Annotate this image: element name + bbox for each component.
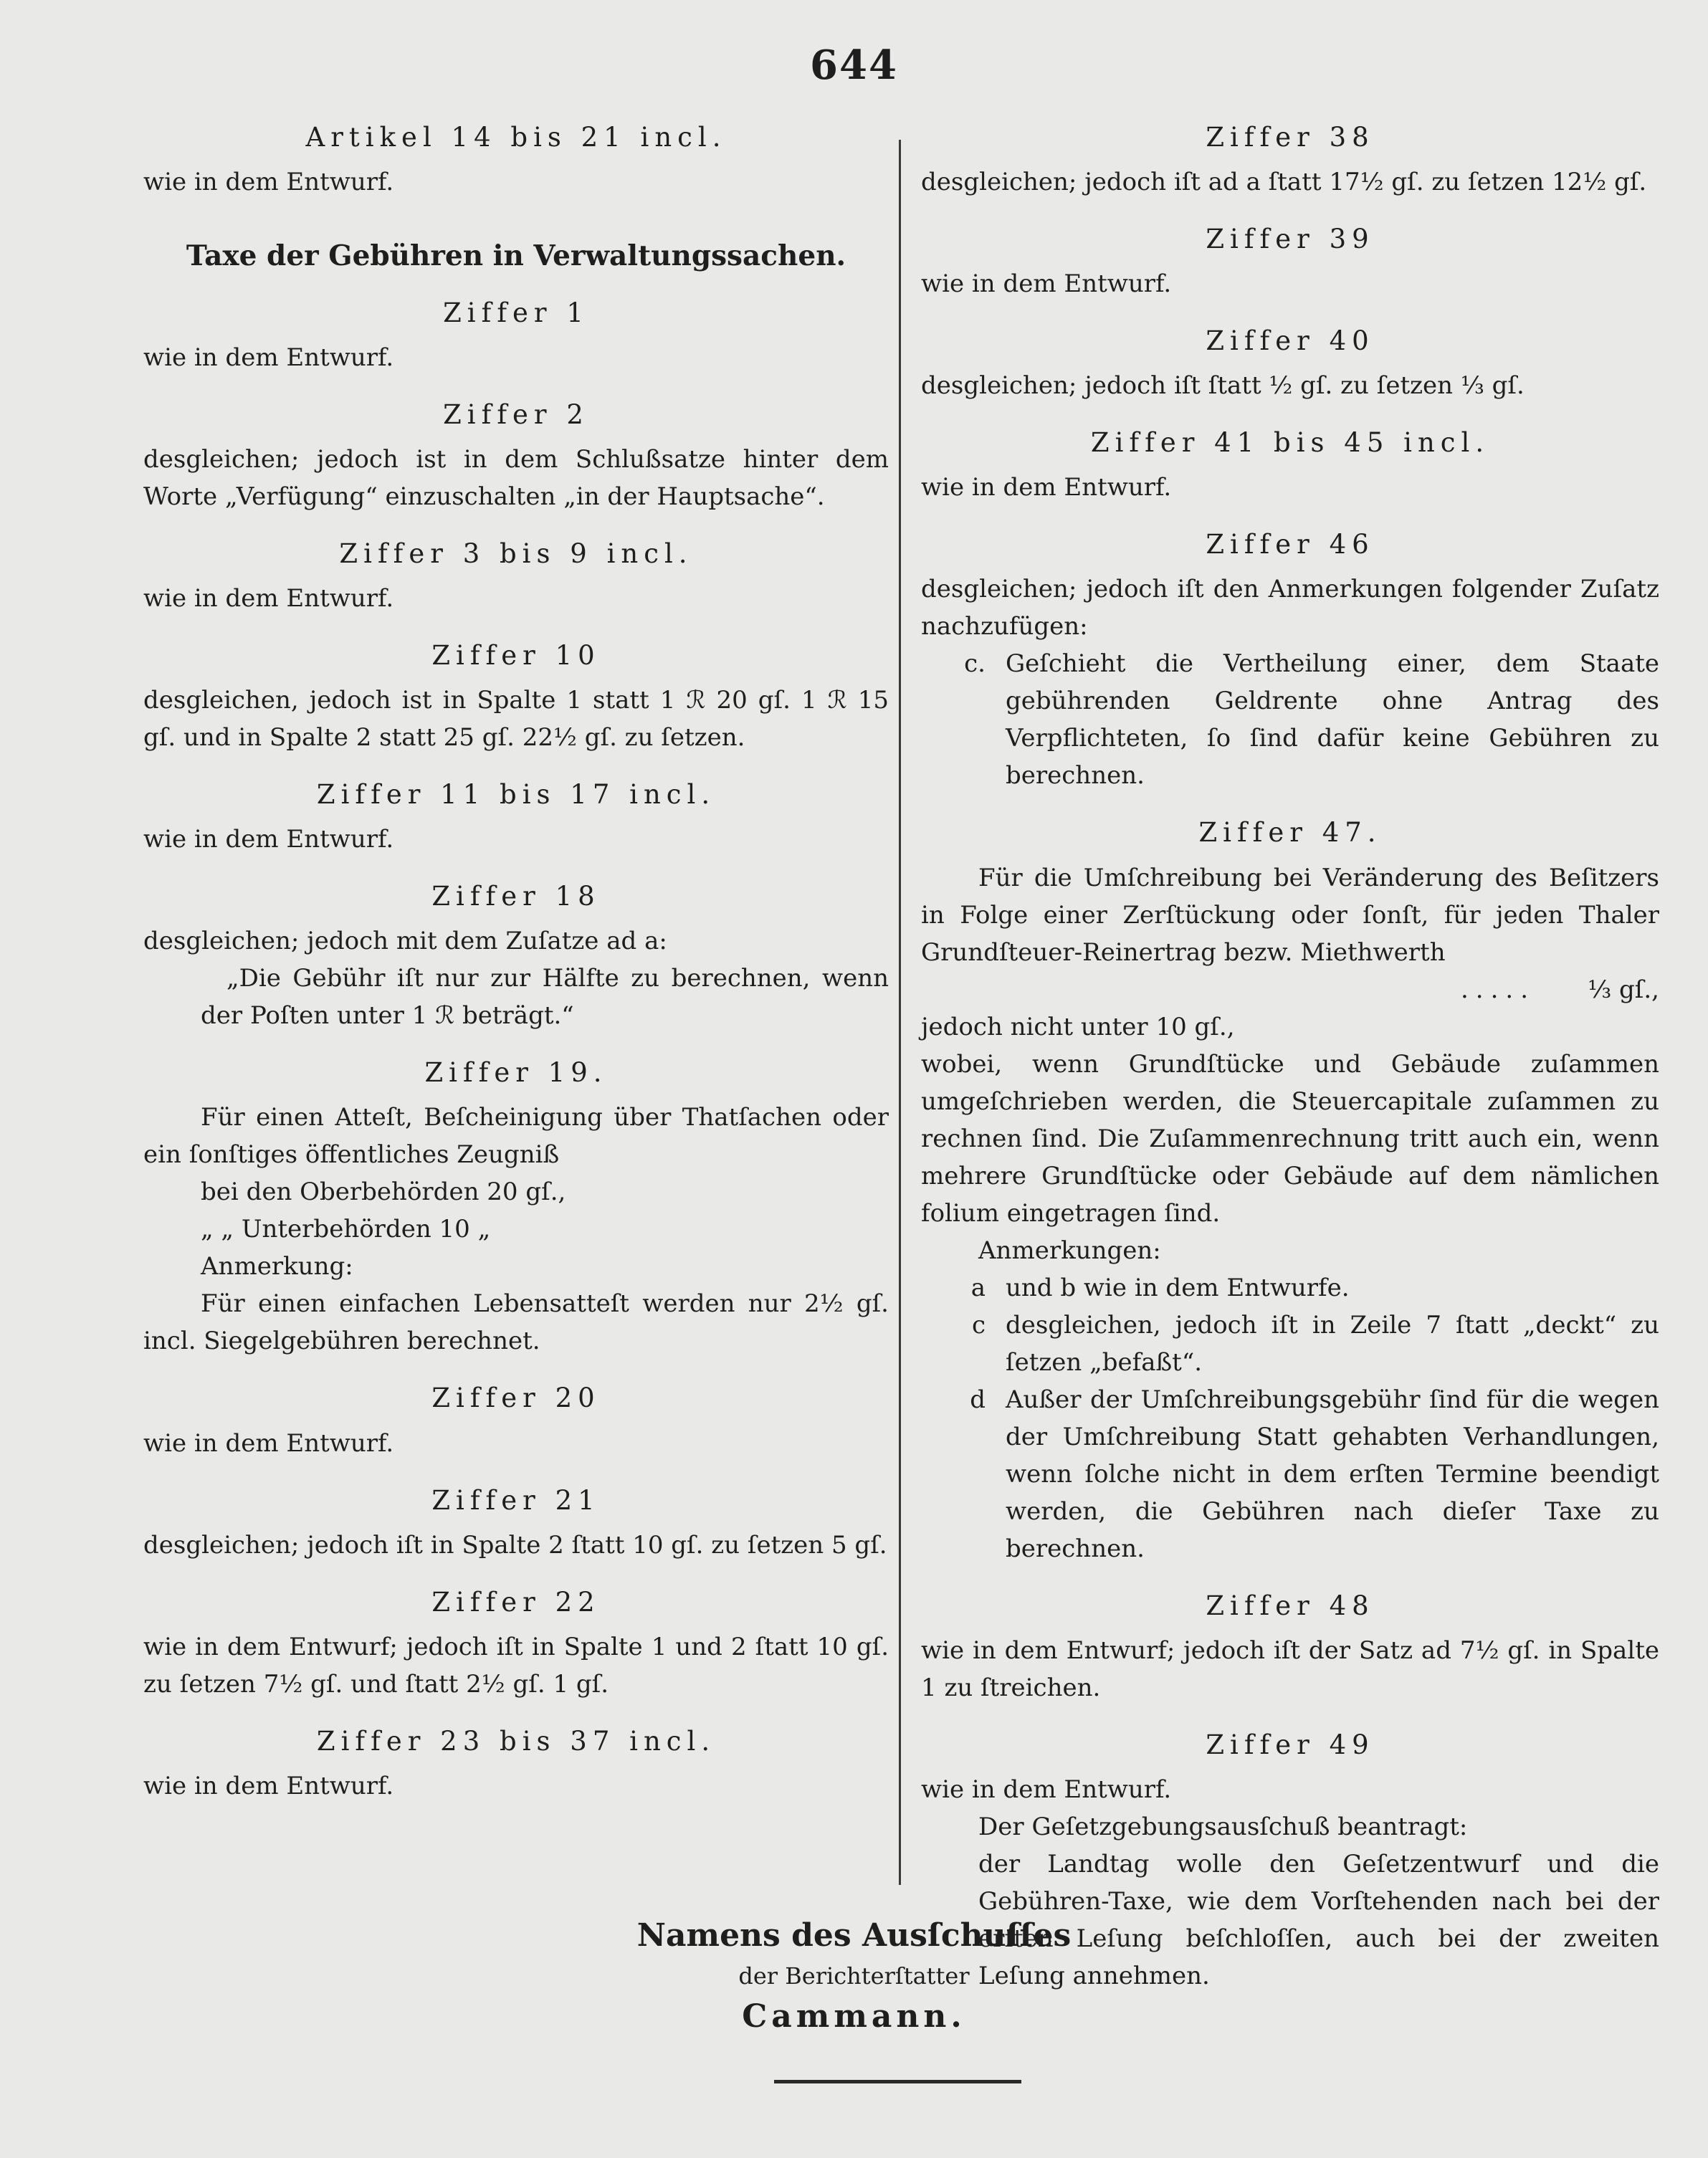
fee-line-oberbehoerden: bei den Oberbehörden 20 gſ., [201,1178,566,1207]
page-number: 644 [810,42,898,89]
section-heading-41: Ziffer 41 bis 45 incl. [1090,427,1490,459]
notes-label-47: Anmerkungen: [978,1236,1161,1265]
note-label-19: Anmerkung: [201,1252,353,1281]
section-text-22: wie in dem Entwurf; jedoch iſt in Spalte 1 und 2 ſtatt 10 gſ. zu ſetzen 7½ gſ. und ſtatt 2½ gſ. 1 gſ. [143,1632,889,1699]
section-text-1: wie in dem Entwurf. [143,343,394,372]
section-text-18: desgleichen; jedoch mit dem Zuſatze ad a: [143,927,667,956]
signature-block [0,1914,1708,2038]
section-text-2: desgleichen; jedoch ist in dem Schlußsatze hinter dem Worte „Verfügung“ einzuschalten „in der Hauptsache“. [143,444,889,511]
committee-line: Namens des Ausſchuſſes [636,1917,1072,1954]
list-item [921,1269,1659,1307]
section-text-46: desgleichen; jedoch iſt den Anmerkungen folgender Zuſatz nachzufügen: [921,575,1659,641]
section-text-49: wie in dem Entwurf. [921,1775,1172,1804]
section-heading-11: Ziffer 11 bis 17 incl. [316,779,716,811]
section-text-47c: wobei, wenn Grundſtücke und Gebäude zuſammen umgeſchrieben werden, die Steuercapitale zuſammen zu rechnen ſind. Die Zuſammenrechnung tritt auch ein, wenn mehrere Grundſtücke oder Gebäude auf dem nämlichen folium eingetragen ſind. [921,1049,1659,1228]
column-divider [899,140,901,1885]
right-column [921,120,1659,1995]
section-text-19: Für einen Atteſt, Beſcheinigung über Thatſachen oder ein ſonſtiges öffentliches Zeugniß [143,1103,889,1170]
section-heading-49: Ziffer 49 [1206,1729,1375,1760]
list-item [921,1307,1659,1381]
section-text-47: Für die Umſchreibung bei Veränderung des Beſitzers in Folge einer Zerſtückung oder ſonſt, für jeden Thaler Grundſteuer-Reinertrag bezw. Miethwerth [921,863,1659,967]
item-label: d [970,1385,986,1414]
section-heading-46: Ziffer 46 [1206,529,1375,560]
article-heading: Artikel 14 bis 21 incl. [305,122,727,153]
section-text-39: wie in dem Entwurf. [921,269,1172,299]
section-text-38: desgleichen; jedoch iſt ad a ſtatt 17½ gſ. zu ſetzen 12½ gſ. [921,168,1647,197]
item-text: Außer der Umſchreibungsgebühr ſind für die wegen der Umſchreibung Statt gehabten Verhandlungen, wenn ſolche nicht in dem erſten Termine beendigt werden, die Gebühren nach dieſer Taxe zu berechnen. [1006,1385,1659,1563]
rapporteur-line: der Berichterſtatter [738,1962,970,1990]
section-heading-39: Ziffer 39 [1206,224,1375,255]
section-heading-48: Ziffer 48 [1206,1590,1375,1621]
section-text-48: wie in dem Entwurf; jedoch iſt der Satz ad 7½ gſ. in Spalte 1 zu ſtreichen. [921,1636,1659,1702]
rapporteur-name: Cammann. [742,1997,966,2035]
section-heading-23: Ziffer 23 bis 37 incl. [316,1725,716,1757]
motion-text: der Landtag wolle den Geſetzentwurf und die Gebühren-Taxe, wie dem Vorſtehenden nach bei der erſten Leſung beſchloſſen, auch bei der zweiten Leſung annehmen. [978,1849,1659,1990]
section-text-10: desgleichen, jedoch ist in Spalte 1 statt 1 ℛ 20 gſ. 1 ℛ 15 gſ. und in Spalte 2 statt 25 gſ. 22½ gſ. zu ſetzen. [143,686,889,753]
item-label: c. [964,649,986,679]
note-text-19: Für einen einfachen Lebensatteſt werden nur 2½ gſ. incl. Siegelgebühren berechnet. [143,1289,889,1356]
section-text-23: wie in dem Entwurf. [143,1771,394,1800]
section-heading-38: Ziffer 38 [1206,122,1375,153]
motion-label: Der Geſetzgebungsausſchuß beantragt: [978,1812,1468,1841]
section-quote-18: „Die Gebühr iſt nur zur Hälfte zu berechnen, wenn der Poſten unter 1 ℛ beträgt.“ [201,964,889,1031]
section-text-11: wie in dem Entwurf. [143,825,394,854]
fee-line-text [921,971,1416,1008]
section-text-21: desgleichen; jedoch iſt in Spalte 2 ſtatt 10 gſ. zu ſetzen 5 gſ. [143,1530,887,1560]
fee-line-47 [921,971,1659,1008]
item-label: a [970,1273,986,1302]
section-heading-2: Ziffer 2 [443,398,589,430]
section-text-47b: jedoch nicht unter 10 gſ., [921,1012,1235,1041]
fee-value: ⅓ gſ., [1588,975,1659,1004]
section-heading-22: Ziffer 22 [431,1586,601,1618]
section-heading-47: Ziffer 47. [1198,817,1382,849]
list-item [921,1381,1659,1567]
item-text: Geſchieht die Vertheilung einer, dem Staate gebührenden Geldrente ohne Antrag des Verpflichteten, ſo ſind dafür keine Gebühren zu berechnen. [1006,649,1659,791]
section-heading-40: Ziffer 40 [1206,325,1375,357]
section-heading-20: Ziffer 20 [431,1383,601,1414]
section-heading-1: Ziffer 1 [443,297,589,328]
section-heading-3: Ziffer 3 bis 9 incl. [339,538,693,569]
item-label: c [971,1310,986,1340]
section-text-40: desgleichen; jedoch iſt ſtatt ½ gſ. zu ſetzen ⅓ gſ. [921,371,1525,401]
section-text-41: wie in dem Entwurf. [921,473,1172,502]
fee-line-unterbehoerden: „ „ Unterbehörden 10 „ [201,1215,491,1244]
article-text: wie in dem Entwurf. [143,168,394,197]
footer-rule [774,2080,1021,2083]
section-text-3: wie in dem Entwurf. [143,584,394,613]
item-text: und b wie in dem Entwurfe. [1006,1273,1350,1302]
section-heading-21: Ziffer 21 [431,1484,601,1516]
section-heading-18: Ziffer 18 [431,881,601,912]
fee-schedule-title: Taxe der Gebühren in Verwaltungssachen. [186,239,846,273]
item-text: desgleichen, jedoch iſt in Zeile 7 ſtatt „deckt“ zu ſetzen „befaßt“. [1006,1310,1659,1377]
section-heading-10: Ziffer 10 [431,640,601,672]
section-heading-19: Ziffer 19. [424,1057,608,1089]
left-column [143,120,889,1805]
fee-dots: ..... [1460,975,1536,1004]
section-text-20: wie in dem Entwurf. [143,1428,394,1458]
list-item [921,645,1659,794]
